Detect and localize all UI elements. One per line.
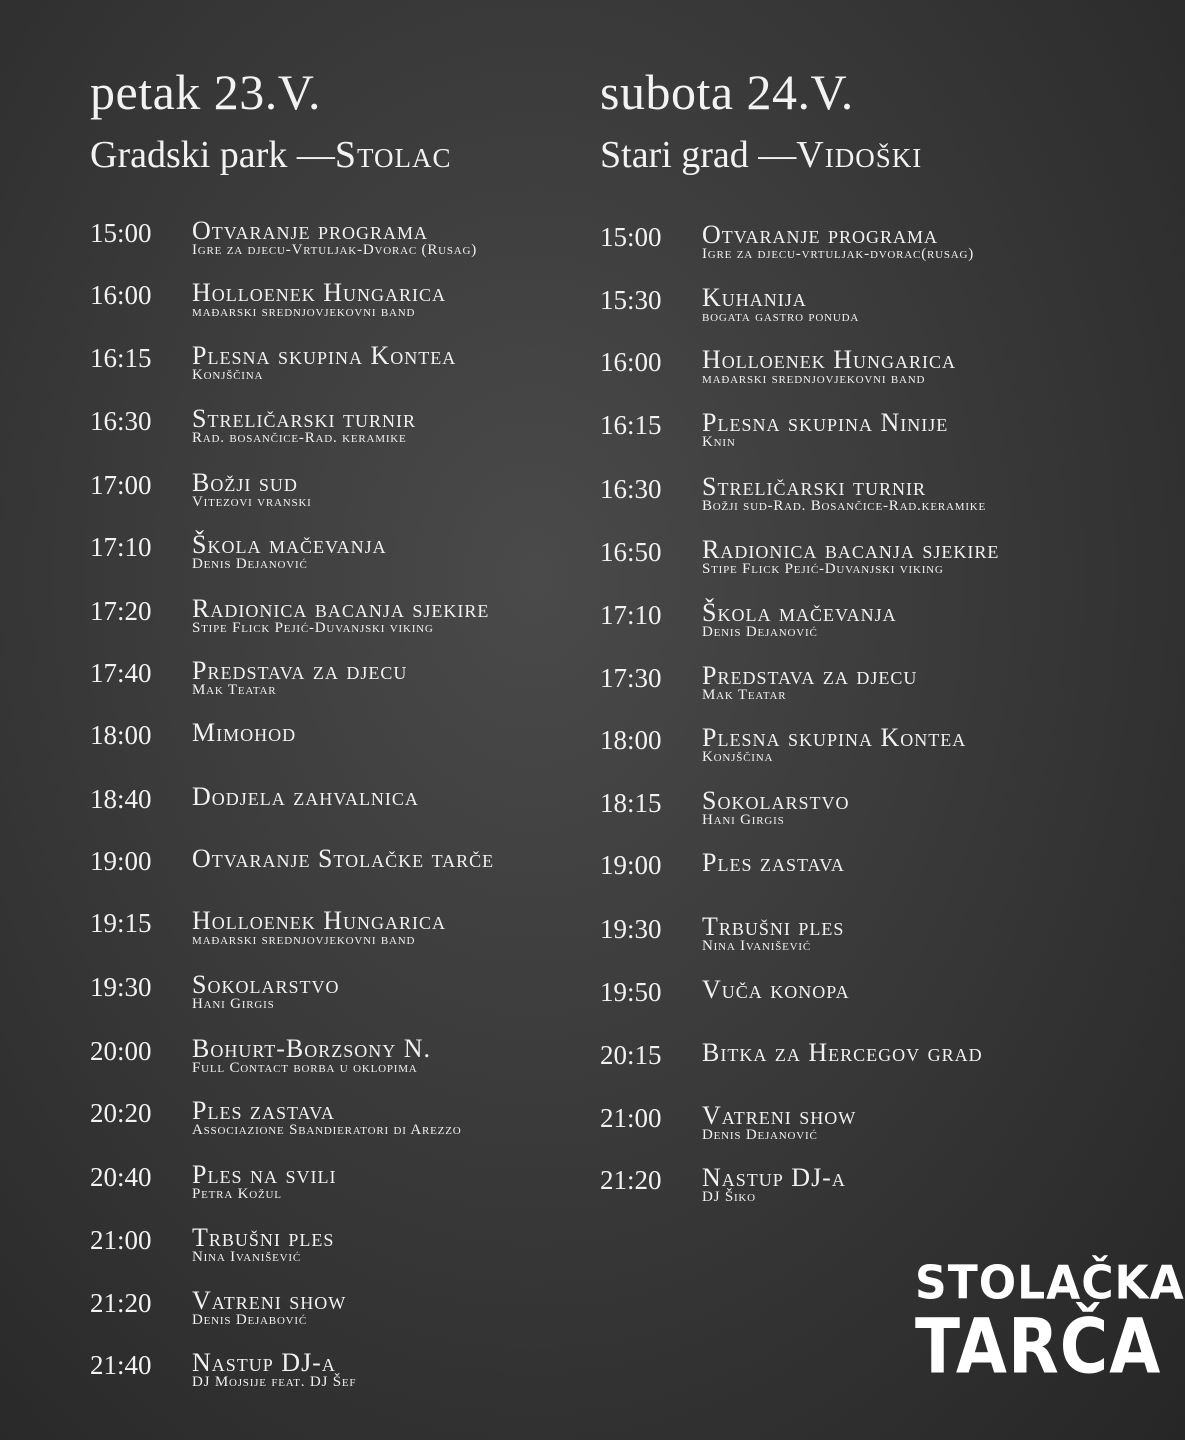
entry-time: 19:00 <box>90 846 152 876</box>
entry-event <box>192 720 296 746</box>
entry-subtitle: Hani Girgis <box>702 812 785 828</box>
entry-time: 17:10 <box>90 532 152 562</box>
entry-title: Dodjela zahvalnica <box>192 782 419 811</box>
friday-location <box>90 130 451 180</box>
entry-subtitle: mađarski srednjovjekovni band <box>702 371 926 387</box>
entry-title: Škola mačevanja <box>192 530 387 559</box>
entry-event <box>192 658 407 698</box>
schedule-entry <box>90 1098 590 1158</box>
entry-event <box>192 406 416 446</box>
entry-time: 16:30 <box>600 474 662 504</box>
entry-event <box>192 343 456 383</box>
entry-event <box>192 908 446 948</box>
entry-event <box>192 280 446 320</box>
entry-time: 18:40 <box>90 784 152 814</box>
entry-subtitle: Full Contact borba u oklopima <box>192 1060 418 1076</box>
entry-title: Vatreni show <box>192 1286 347 1315</box>
entry-time: 16:00 <box>90 280 152 310</box>
entry-time: 15:00 <box>90 218 152 248</box>
entry-subtitle: bogata gastro ponuda <box>702 309 860 325</box>
entry-time: 21:00 <box>90 1225 152 1255</box>
schedule-entry <box>90 218 590 278</box>
schedule-entry <box>600 663 1120 723</box>
schedule-entry <box>90 908 590 968</box>
entry-event <box>192 1350 356 1390</box>
entry-event <box>192 596 489 636</box>
entry-time: 17:30 <box>600 663 662 693</box>
entry-title: Mimohod <box>192 718 297 747</box>
entry-time: 21:20 <box>600 1165 662 1195</box>
entry-title: Predstava za djecu <box>192 656 408 685</box>
entry-event <box>192 1288 346 1328</box>
entry-subtitle: Konjščina <box>192 367 264 383</box>
entry-title: Božji sud <box>192 468 298 497</box>
entry-subtitle: Konjščina <box>702 749 774 765</box>
entry-time: 17:10 <box>600 600 662 630</box>
entry-event <box>702 1040 983 1066</box>
entry-event <box>702 347 956 387</box>
schedule-entry <box>600 914 1120 974</box>
entry-event <box>192 784 419 810</box>
entry-title: Bitka za Hercegov grad <box>702 1038 983 1067</box>
schedule-entry <box>90 280 590 340</box>
entry-title: Nastup DJ-a <box>702 1163 846 1192</box>
entry-event <box>192 1036 431 1076</box>
schedule-entry <box>600 474 1120 534</box>
entry-time: 15:00 <box>600 222 662 252</box>
entry-subtitle: Denis Dejabović <box>192 1312 308 1328</box>
entry-time: 18:00 <box>600 725 662 755</box>
schedule-entry <box>90 720 590 780</box>
entry-time: 18:15 <box>600 788 662 818</box>
entry-time: 20:20 <box>90 1098 152 1128</box>
entry-event <box>702 285 859 325</box>
entry-time: 15:30 <box>600 285 662 315</box>
entry-subtitle: mađarski srednjovjekovni band <box>192 304 416 320</box>
saturday-city: Vidoški <box>796 134 923 176</box>
entry-subtitle: Denis Dejanović <box>192 556 308 572</box>
entry-title: Ples zastava <box>192 1096 335 1125</box>
entry-subtitle: Stipe Flick Pejić-Duvanjski viking <box>192 620 434 636</box>
entry-title: Radionica bacanja sjekire <box>192 594 490 623</box>
entry-subtitle: Petra Kožul <box>192 1186 282 1202</box>
friday-city: Stolac <box>334 134 452 176</box>
entry-event <box>702 222 974 262</box>
schedule-entry <box>600 850 1120 910</box>
schedule-entry <box>600 977 1120 1037</box>
entry-subtitle: Stipe Flick Pejić-Duvanjski viking <box>702 561 944 577</box>
entry-subtitle: Božji sud-Rad. Bosančice-Rad.keramike <box>702 498 987 514</box>
entry-title: Otvaranje programa <box>192 216 428 245</box>
entry-time: 17:20 <box>90 596 152 626</box>
schedule-entry <box>90 972 590 1032</box>
entry-subtitle: Mak Teatar <box>702 687 787 703</box>
entry-title: Radionica bacanja sjekire <box>702 535 1000 564</box>
schedule-entry <box>90 658 590 718</box>
schedule-entry <box>600 788 1120 848</box>
entry-time: 16:50 <box>600 537 662 567</box>
entry-time: 16:30 <box>90 406 152 436</box>
entry-subtitle: Knin <box>702 434 736 450</box>
schedule-entry <box>90 1225 590 1285</box>
entry-time: 17:00 <box>90 470 152 500</box>
entry-time: 19:15 <box>90 908 152 938</box>
entry-event <box>702 1165 846 1205</box>
entry-subtitle: Nina Ivanišević <box>192 1249 301 1265</box>
entry-event <box>702 850 845 876</box>
entry-title: Plesna skupina Kontea <box>192 341 457 370</box>
schedule-entry <box>90 596 590 656</box>
entry-time: 16:00 <box>600 347 662 377</box>
entry-time: 19:50 <box>600 977 662 1007</box>
schedule-entry <box>600 1165 1120 1225</box>
schedule-entry <box>90 784 590 844</box>
entry-title: Ples na svili <box>192 1160 337 1189</box>
entry-title: Streličarski turnir <box>192 404 416 433</box>
entry-title: Ples zastava <box>702 848 845 877</box>
entry-time: 19:30 <box>90 972 152 1002</box>
entry-title: Holloenek Hungarica <box>192 278 447 307</box>
entry-event <box>192 972 339 1012</box>
entry-event <box>702 1103 856 1143</box>
entry-time: 21:40 <box>90 1350 152 1380</box>
entry-subtitle: Mak Teatar <box>192 682 277 698</box>
entry-title: Predstava za djecu <box>702 661 918 690</box>
entry-time: 20:00 <box>90 1036 152 1066</box>
entry-subtitle: Igre za djecu-Vrtuljak-Dvorac (Rusag) <box>192 242 478 258</box>
schedule-entry <box>90 1036 590 1096</box>
entry-subtitle: Denis Dejanović <box>702 624 818 640</box>
entry-time: 21:20 <box>90 1288 152 1318</box>
schedule-entry <box>600 600 1120 660</box>
entry-time: 17:40 <box>90 658 152 688</box>
entry-time: 16:15 <box>600 410 662 440</box>
schedule-entry <box>90 1350 590 1410</box>
schedule-entry <box>600 410 1120 470</box>
entry-event <box>702 914 844 954</box>
entry-time: 20:40 <box>90 1162 152 1192</box>
entry-title: Otvaranje Stolačke tarče <box>192 844 495 873</box>
entry-time: 19:30 <box>600 914 662 944</box>
entry-time: 20:15 <box>600 1040 662 1070</box>
festival-logo <box>915 1256 1185 1398</box>
entry-event <box>192 1098 461 1138</box>
schedule-entry <box>600 1103 1120 1163</box>
entry-title: Bohurt-Borzsony N. <box>192 1034 432 1063</box>
schedule-entry <box>90 470 590 530</box>
entry-title: Otvaranje programa <box>702 220 938 249</box>
schedule-entry <box>600 537 1120 597</box>
entry-time: 21:00 <box>600 1103 662 1133</box>
entry-title: Holloenek Hungarica <box>192 906 447 935</box>
entry-title: Škola mačevanja <box>702 598 897 627</box>
entry-time: 16:15 <box>90 343 152 373</box>
entry-event <box>702 474 986 514</box>
entry-time: 18:00 <box>90 720 152 750</box>
entry-event <box>702 537 999 577</box>
entry-event <box>192 218 477 258</box>
entry-event <box>192 1162 336 1202</box>
schedule-entry <box>90 406 590 466</box>
entry-event <box>702 663 917 703</box>
schedule-entry <box>600 347 1120 407</box>
friday-day-title: petak 23.V. <box>90 64 321 120</box>
entry-title: Holloenek Hungarica <box>702 345 957 374</box>
schedule-entry <box>90 532 590 592</box>
entry-subtitle: Associazione Sbandieratori di Arezzo <box>192 1122 462 1138</box>
entry-title: Vuča konopa <box>702 975 850 1004</box>
entry-event <box>192 532 387 572</box>
entry-title: Kuhanija <box>702 283 807 312</box>
entry-title: Vatreni show <box>702 1101 857 1130</box>
friday-place: Gradski park — <box>90 134 335 176</box>
entry-title: Plesna skupina Ninije <box>702 408 949 437</box>
schedule-entry <box>90 846 590 906</box>
entry-event <box>702 410 948 450</box>
entry-event <box>702 600 897 640</box>
schedule-entry <box>600 725 1120 785</box>
entry-subtitle: Nina Ivanišević <box>702 938 811 954</box>
entry-subtitle: Rad. bosančice-Rad. keramike <box>192 430 407 446</box>
entry-event <box>192 846 494 872</box>
entry-subtitle: mađarski srednjovjekovni band <box>192 932 416 948</box>
entry-event <box>192 1225 334 1265</box>
entry-subtitle: DJ Mojsije feat. DJ Šef <box>192 1374 357 1390</box>
entry-subtitle: DJ Šiko <box>702 1189 756 1205</box>
schedule-entry <box>600 1040 1120 1100</box>
entry-subtitle: Vitezovi vranski <box>192 494 312 510</box>
entry-subtitle: Igre za djecu-vrtuljak-dvorac(rusag) <box>702 246 975 262</box>
saturday-location <box>600 130 922 180</box>
saturday-place: Stari grad — <box>600 134 797 176</box>
logo-line1: STOLAČKA <box>915 1256 1185 1311</box>
entry-title: Plesna skupina Kontea <box>702 723 967 752</box>
saturday-day-title: subota 24.V. <box>600 64 854 120</box>
schedule-entry <box>600 285 1120 345</box>
entry-event <box>702 977 850 1003</box>
entry-title: Streličarski turnir <box>702 472 926 501</box>
entry-event <box>702 725 966 765</box>
schedule-entry <box>90 1162 590 1222</box>
entry-event <box>192 470 312 510</box>
schedule-entry <box>600 222 1120 282</box>
entry-title: Sokolarstvo <box>702 786 850 815</box>
entry-time: 19:00 <box>600 850 662 880</box>
schedule-entry <box>90 1288 590 1348</box>
schedule-entry <box>90 343 590 403</box>
entry-title: Trbušni ples <box>702 912 845 941</box>
logo-line2: TARČA <box>915 1302 1162 1391</box>
entry-subtitle: Hani Girgis <box>192 996 275 1012</box>
entry-title: Nastup DJ-a <box>192 1348 336 1377</box>
entry-title: Sokolarstvo <box>192 970 340 999</box>
entry-event <box>702 788 849 828</box>
entry-subtitle: Denis Dejanović <box>702 1127 818 1143</box>
entry-title: Trbušni ples <box>192 1223 335 1252</box>
